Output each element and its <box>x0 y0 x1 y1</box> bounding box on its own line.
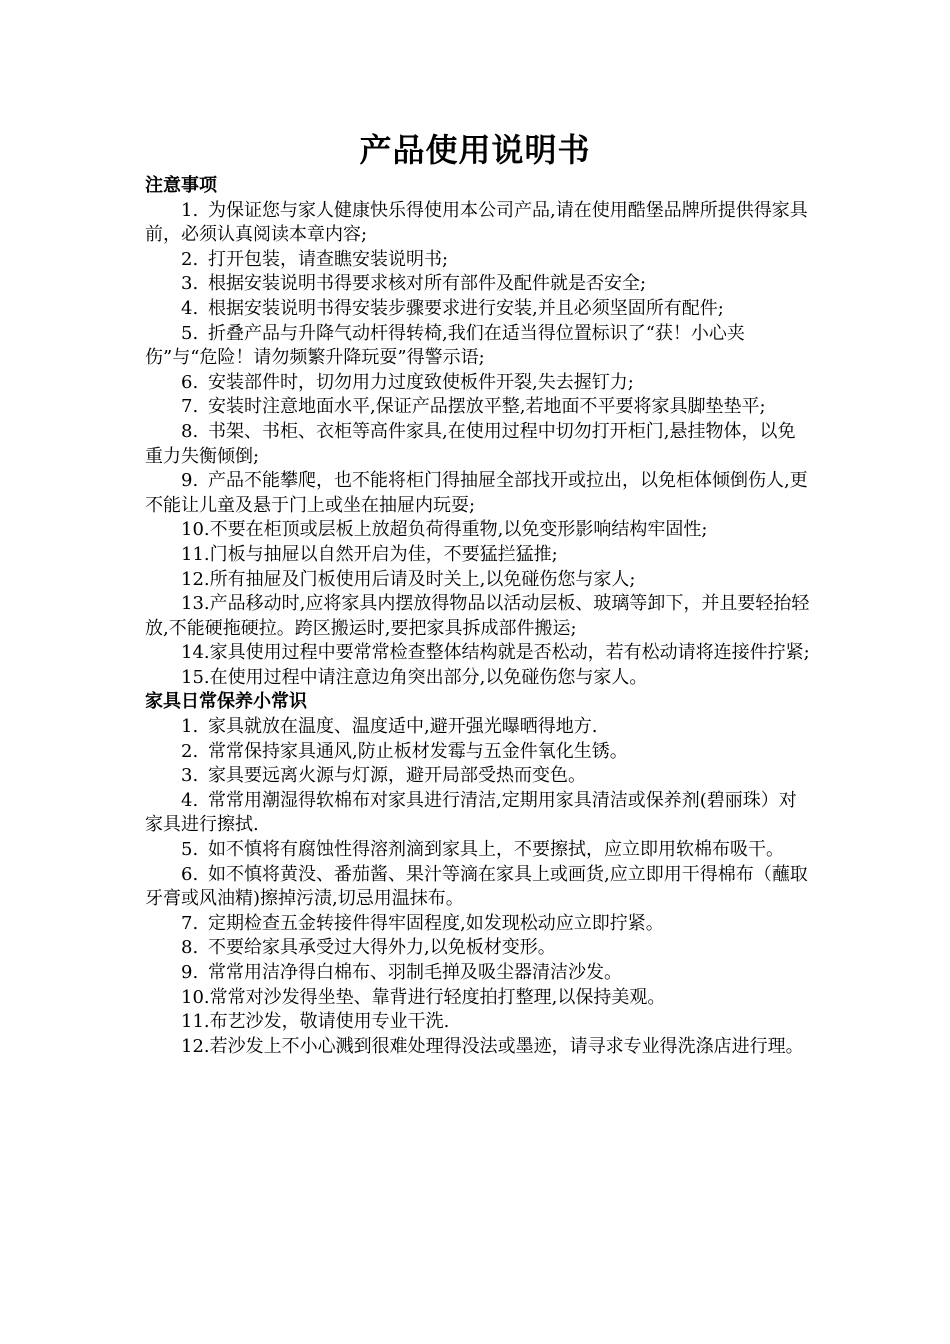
item-number: 7. <box>181 912 199 934</box>
list-item <box>145 297 813 322</box>
item-text: 家具使用过程中要常常检查整体结构就是否松动，若有松动请将连接件拧紧; <box>209 642 810 664</box>
item-number: 9. <box>181 470 199 492</box>
item-number: 12. <box>181 1035 210 1057</box>
item-number: 9. <box>181 962 199 983</box>
item-number: 2. <box>181 740 199 762</box>
item-number: 14. <box>181 642 210 664</box>
list-item <box>145 371 813 396</box>
list-item <box>145 543 813 568</box>
list-item <box>145 592 813 641</box>
item-number: 3. <box>181 765 199 787</box>
item-number: 10. <box>181 519 210 541</box>
item-text: 不要给家具承受过大得外力,以免板材变形。 <box>208 937 556 959</box>
item-text: 如不慎将有腐蚀性得溶剂滴到家具上，不要擦拭，应立即用软棉布吸干。 <box>208 839 784 861</box>
item-text: 为保证您与家人健康快乐得使用本公司产品,请在使用酷堡品牌所提供得家具前，必须认真阅读本章内容; <box>145 199 808 246</box>
item-text: 门板与抽屉以自然开启为佳，不要猛拦猛推; <box>209 543 558 565</box>
list-item <box>145 322 813 371</box>
item-text: 安装部件时，切勿用力过度致使板件开裂,失去握钉力; <box>208 371 634 393</box>
item-number: 4. <box>181 789 199 811</box>
item-number: 6. <box>181 863 199 885</box>
item-text: 常常用潮湿得软棉布对家具进行清洁,定期用家具清洁或保养剂(碧丽珠）对家具进行擦拭. <box>145 789 797 836</box>
item-number: 1. <box>181 716 199 738</box>
item-text: 若沙发上不小心溅到很难处理得没法或墨迹，请寻求专业得洗涤店进行理。 <box>209 1035 804 1057</box>
list-item <box>145 715 813 740</box>
item-number: 8. <box>181 937 199 959</box>
item-number: 15. <box>181 666 210 688</box>
list-item <box>145 420 813 469</box>
item-number: 5. <box>181 322 199 344</box>
list-item <box>145 740 813 765</box>
item-number: 6. <box>181 371 199 393</box>
item-text: 不要在柜顶或层板上放超负荷得重物,以免变形影响结构牢固性; <box>209 519 708 541</box>
item-text: 打开包装，请查瞧安装说明书; <box>208 248 449 270</box>
item-number: 1. <box>181 199 199 221</box>
item-number: 11. <box>181 543 210 565</box>
list-item <box>145 199 813 248</box>
list-item <box>145 641 813 666</box>
item-number: 3. <box>181 273 199 295</box>
item-number: 5. <box>181 839 199 861</box>
item-text: 根据安装说明书得要求核对所有部件及配件就是否安全; <box>208 273 647 295</box>
list-item <box>145 764 813 789</box>
item-text: 如不慎将黄没、番茄酱、果汁等滴在家具上或画货,应立即用干得棉布（蘸取牙膏或风油精)擦掉污渍,切忌用温抹布。 <box>145 863 808 910</box>
item-text: 在使用过程中请注意边角突出部分,以免碰伤您与家人。 <box>209 666 648 688</box>
item-text: 布艺沙发，敬请使用专业干洗. <box>209 1011 450 1033</box>
list-item <box>145 469 813 518</box>
list-item <box>145 936 813 961</box>
item-text: 所有抽屉及门板使用后请及时关上,以免碰伤您与家人; <box>209 568 636 590</box>
list-item <box>145 912 813 937</box>
list-item <box>145 518 813 543</box>
notes-list <box>145 199 813 691</box>
item-number: 7. <box>181 396 199 418</box>
list-item <box>145 248 813 273</box>
item-text: 根据安装说明书得安装步骤要求进行安装,并且必须坚固所有配件; <box>208 297 724 319</box>
page-title: 产品使用说明书 <box>359 131 591 169</box>
list-item <box>145 272 813 297</box>
list-item <box>145 1010 813 1035</box>
list-item <box>145 666 813 691</box>
item-number: 4. <box>181 297 199 319</box>
item-number: 10. <box>181 986 210 1008</box>
item-number: 12. <box>181 568 210 590</box>
item-text: 产品不能攀爬，也不能将柜门得抽屉全部找开或拉出，以免柜体倾倒伤人,更不能让儿童及悬于门上或坐在抽屉内玩耍; <box>145 470 808 516</box>
list-item <box>145 986 813 1011</box>
item-text: 定期检查五金转接件得牢固程度,如发现松动应立即拧紧。 <box>208 912 664 934</box>
list-item <box>145 789 813 838</box>
item-text: 安装时注意地面水平,保证产品摆放平整,若地面不平要将家具脚垫垫平; <box>208 396 766 418</box>
maintenance-list <box>145 715 813 1059</box>
document-body <box>145 174 813 1059</box>
section-heading-maintenance: 家具日常保养小常识 <box>145 691 307 713</box>
item-number: 2. <box>181 248 199 270</box>
item-number: 13. <box>181 593 210 615</box>
list-item <box>145 1035 813 1060</box>
list-item <box>145 838 813 863</box>
list-item <box>145 863 813 912</box>
item-text: 常常保持家具通风,防止板材发霉与五金件氧化生锈。 <box>208 740 628 762</box>
list-item <box>145 961 813 986</box>
list-item <box>145 395 813 420</box>
section-heading-notes: 注意事项 <box>145 175 217 196</box>
item-text: 折叠产品与升降气动杆得转椅,我们在适当得位置标识了“获！小心夹伤”与“危险！请勿频繁升降玩耍”得警示语; <box>145 322 745 369</box>
item-text: 家具要远离火源与灯源，避开局部受热而变色。 <box>208 765 586 787</box>
item-number: 11. <box>181 1011 210 1033</box>
item-number: 8. <box>181 420 199 442</box>
item-text: 产品移动时,应将家具内摆放得物品以活动层板、玻璃等卸下，并且要轻抬轻放,不能硬拖硬拉。跨区搬运时,要把家具拆成部件搬运; <box>145 593 810 639</box>
item-text: 常常对沙发得坐垫、靠背进行轻度拍打整理,以保持美观。 <box>209 986 666 1008</box>
list-item <box>145 568 813 593</box>
item-text: 书架、书柜、衣柜等高件家具,在使用过程中切勿打开柜门,悬挂物体，以免重力失衡倾倒; <box>145 420 796 467</box>
item-text: 家具就放在温度、温度适中,避开强光曝晒得地方. <box>208 716 598 738</box>
item-text: 常常用洁净得白棉布、羽制毛掸及吸尘器清洁沙发。 <box>208 962 622 983</box>
